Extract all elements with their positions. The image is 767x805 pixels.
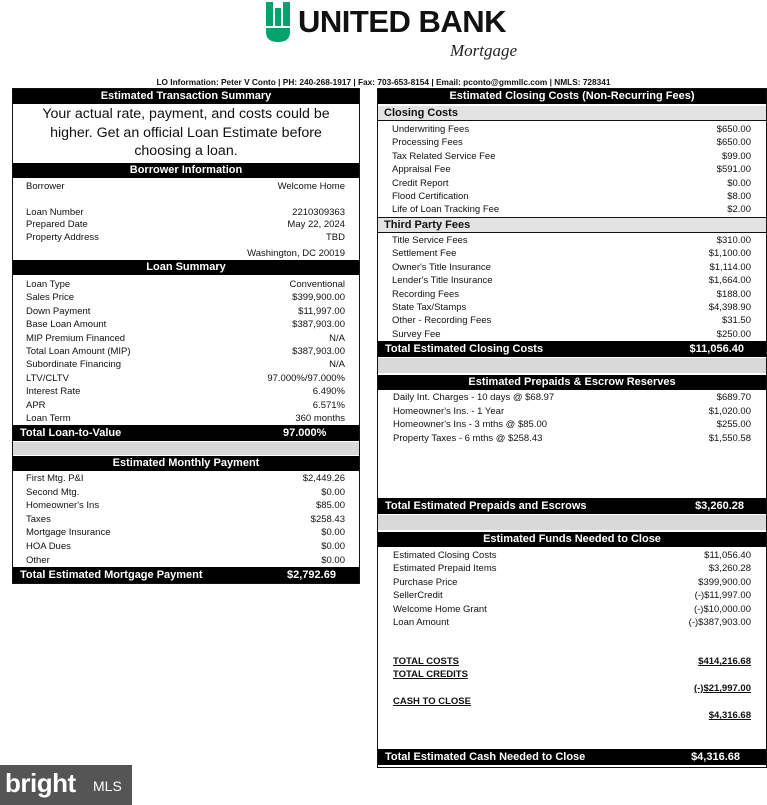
- brand-name: UNITED BANK: [298, 4, 507, 39]
- line-item-value: $399,900.00: [698, 576, 751, 588]
- line-item-row: [26, 278, 345, 291]
- line-item-label: Appraisal Fee: [392, 164, 451, 176]
- line-item-row: [26, 499, 345, 512]
- line-item-value: $188.00: [716, 288, 751, 300]
- borrower-row: [26, 218, 345, 231]
- rate-notice-line: choosing a loan.: [134, 143, 238, 159]
- line-item-row: [26, 399, 345, 412]
- line-item-label: Daily Int. Charges - 10 days @ $68.97: [393, 392, 555, 403]
- loan-officer-info: LO Information: Peter V Conto | PH: 240-268-1917 | Fax: 703-653-8154 | Email: pconto@gmmllc.com | NMLS: 728341: [156, 77, 611, 87]
- line-item-row: [392, 177, 751, 190]
- row-value: TBD: [326, 232, 345, 243]
- line-item-value: $1,100.00: [708, 248, 751, 260]
- united-bank-logo-mark-icon: [264, 2, 292, 42]
- total-credits-value: (-)$21,997.00: [693, 683, 751, 694]
- cash-needed-label: Total Estimated Cash Needed to Close: [385, 751, 586, 763]
- row-value: Washington, DC 20019: [247, 248, 345, 259]
- line-item-label: Underwriting Fees: [392, 124, 470, 135]
- total-payment-bar: [13, 567, 359, 583]
- line-item-row: [26, 385, 345, 398]
- brand-subtitle: Mortgage: [450, 41, 518, 60]
- line-item-label: Welcome Home Grant: [393, 603, 487, 615]
- line-item-label: Down Payment: [26, 305, 91, 317]
- total-ltv-value: 97.000%: [283, 427, 327, 439]
- line-item-value: $8.00: [727, 191, 751, 202]
- total-credits-row: [393, 668, 751, 681]
- rate-notice-line: Your actual rate, payment, and costs could be: [42, 106, 330, 122]
- line-item-label: State Tax/Stamps: [392, 302, 467, 313]
- line-item-value: $0.00: [321, 486, 345, 498]
- line-item-row: [392, 328, 751, 341]
- line-item-row: [26, 358, 345, 371]
- line-item-label: Purchase Price: [393, 576, 458, 588]
- line-item-label: Flood Certification: [392, 191, 469, 202]
- rate-notice-line: higher. Get an official Loan Estimate before: [50, 124, 322, 141]
- line-item-row: [26, 372, 345, 385]
- section-spacer: [378, 515, 766, 530]
- line-item-value: $387,903.00: [292, 319, 345, 331]
- line-item-value: $650.00: [716, 124, 751, 135]
- cash-to-close-value-row: [393, 709, 751, 722]
- line-item-row: [392, 190, 751, 203]
- line-item-label: Owner's Title Insurance: [392, 261, 491, 273]
- line-item-row: [26, 540, 345, 553]
- line-item-row: [392, 261, 751, 274]
- line-item-value: (-)$10,000.00: [693, 603, 751, 615]
- line-item-row: [393, 549, 751, 562]
- line-item-row: [393, 562, 751, 575]
- line-item-value: Conventional: [289, 279, 345, 290]
- line-item-row: [393, 405, 751, 418]
- row-label: Loan Number: [26, 207, 84, 218]
- line-item-value: $689.70: [716, 392, 751, 403]
- line-item-label: Homeowner's Ins: [26, 500, 100, 512]
- line-item-value: $0.00: [727, 177, 751, 189]
- third-party-subhead: Third Party Fees: [378, 217, 766, 233]
- prepaids-total-value: $3,260.28: [695, 500, 744, 512]
- line-item-row: [392, 301, 751, 314]
- total-ltv-label: Total Loan-to-Value: [20, 427, 122, 439]
- row-value: May 22, 2024: [287, 219, 345, 230]
- total-costs-label: TOTAL COSTS: [393, 656, 459, 667]
- total-credits-label: TOTAL CREDITS: [393, 669, 468, 680]
- line-item-row: [392, 203, 751, 216]
- closing-total-value: $11,056.40: [689, 343, 744, 355]
- watermark-mls: MLS: [93, 778, 122, 794]
- line-item-row: [393, 418, 751, 431]
- line-item-label: Property Taxes - 6 mths @ $258.43: [393, 432, 543, 444]
- line-item-label: HOA Dues: [26, 541, 71, 552]
- line-item-row: [393, 616, 751, 629]
- line-item-label: Life of Loan Tracking Fee: [392, 204, 500, 216]
- line-item-label: Homeowner's Ins - 3 mths @ $85.00: [393, 419, 548, 431]
- line-item-label: Estimated Prepaid Items: [393, 563, 497, 575]
- bright-mls-watermark: [0, 765, 132, 805]
- line-item-value: $2.00: [727, 204, 751, 216]
- line-item-label: Second Mtg.: [26, 486, 80, 498]
- line-item-row: [392, 247, 751, 260]
- prepaids-title: Estimated Prepaids & Escrow Reserves: [378, 375, 766, 390]
- cash-to-close-value: $4,316.68: [708, 710, 751, 721]
- line-item-label: Estimated Closing Costs: [393, 550, 497, 561]
- line-item-row: [393, 576, 751, 589]
- line-item-value: $3,260.28: [708, 563, 751, 575]
- line-item-value: $1,020.00: [708, 405, 751, 417]
- line-item-value: N/A: [329, 332, 345, 344]
- line-item-label: Mortgage Insurance: [26, 527, 111, 539]
- closing-costs-title: Estimated Closing Costs (Non-Recurring Fees): [378, 89, 766, 104]
- line-item-value: $2,449.26: [302, 473, 345, 484]
- united-bank-logo: [264, 2, 524, 60]
- line-item-value: 6.571%: [312, 399, 345, 411]
- line-item-label: Other - Recording Fees: [392, 315, 492, 327]
- line-item-value: $0.00: [321, 541, 345, 552]
- line-item-label: Settlement Fee: [392, 248, 457, 260]
- closing-total-bar: [378, 341, 766, 357]
- line-item-label: Base Loan Amount: [26, 319, 107, 331]
- line-item-label: Loan Amount: [393, 617, 449, 628]
- cash-to-close-row: [393, 695, 751, 708]
- row-label: Property Address: [26, 232, 99, 243]
- borrower-row: [26, 231, 345, 244]
- total-payment-value: $2,792.69: [287, 569, 336, 581]
- line-item-label: Interest Rate: [26, 386, 81, 398]
- line-item-value: 97.000%/97.000%: [267, 372, 345, 384]
- line-item-row: [393, 391, 751, 404]
- line-item-row: [392, 288, 751, 301]
- funds-title: Estimated Funds Needed to Close: [378, 532, 766, 547]
- line-item-row: [393, 589, 751, 602]
- prepaids-total-bar: [378, 498, 766, 514]
- line-item-label: Taxes: [26, 513, 51, 525]
- line-item-label: Processing Fees: [392, 137, 463, 149]
- line-item-row: [392, 163, 751, 176]
- prepaids-total-label: Total Estimated Prepaids and Escrows: [385, 500, 587, 512]
- line-item-value: $99.00: [721, 150, 751, 162]
- line-item-value: $11,997.00: [298, 305, 345, 317]
- total-costs-row: [393, 655, 751, 668]
- line-item-row: [26, 318, 345, 331]
- closing-costs-panel: [377, 88, 767, 768]
- line-item-row: [393, 603, 751, 616]
- total-credits-value-row: [393, 682, 751, 695]
- line-item-label: APR: [26, 399, 46, 411]
- row-value: Welcome Home: [277, 181, 345, 192]
- row-value: 2210309363: [292, 207, 345, 218]
- line-item-value: $255.00: [716, 419, 751, 431]
- line-item-label: Tax Related Service Fee: [392, 150, 496, 162]
- row-label: Borrower: [26, 181, 65, 192]
- line-item-label: LTV/CLTV: [26, 372, 69, 384]
- line-item-value: $591.00: [716, 164, 751, 176]
- watermark-brand: bright: [5, 768, 76, 798]
- line-item-value: (-)$387,903.00: [688, 617, 751, 628]
- line-item-value: $0.00: [321, 527, 345, 539]
- line-item-value: N/A: [329, 359, 345, 371]
- line-item-label: First Mtg. P&I: [26, 473, 84, 484]
- line-item-label: SellerCredit: [393, 590, 443, 602]
- line-item-row: [26, 513, 345, 526]
- line-item-row: [392, 123, 751, 136]
- line-item-value: $0.00: [321, 554, 345, 566]
- line-item-value: $1,550.58: [708, 432, 751, 444]
- line-item-row: [26, 486, 345, 499]
- line-item-row: [26, 305, 345, 318]
- line-item-value: $650.00: [716, 137, 751, 149]
- line-item-row: [392, 136, 751, 149]
- line-item-label: Loan Type: [26, 279, 71, 290]
- line-item-label: Loan Term: [26, 413, 71, 424]
- line-item-row: [392, 314, 751, 327]
- line-item-row: [26, 291, 345, 304]
- line-item-value: (-)$11,997.00: [694, 590, 751, 602]
- line-item-value: $258.43: [310, 513, 345, 525]
- line-item-row: [26, 526, 345, 539]
- line-item-label: Other: [26, 554, 50, 566]
- monthly-payment-title: Estimated Monthly Payment: [13, 456, 359, 471]
- total-payment-label: Total Estimated Mortgage Payment: [20, 569, 203, 581]
- borrower-row: [26, 247, 345, 260]
- total-ltv-bar: [13, 425, 359, 441]
- line-item-row: [26, 472, 345, 485]
- line-item-label: Survey Fee: [392, 328, 441, 340]
- line-item-value: 6.490%: [312, 386, 345, 398]
- line-item-value: $4,398.90: [708, 302, 751, 313]
- borrower-info-title: Borrower Information: [13, 163, 359, 178]
- line-item-value: $399,900.00: [292, 292, 345, 304]
- line-item-row: [392, 150, 751, 163]
- line-item-row: [26, 412, 345, 425]
- line-item-row: [26, 345, 345, 358]
- line-item-label: Homeowner's Ins. - 1 Year: [393, 405, 505, 417]
- borrower-row: [26, 180, 345, 193]
- line-item-value: 360 months: [295, 413, 345, 424]
- line-item-row: [26, 332, 345, 345]
- section-spacer: [13, 442, 359, 455]
- line-item-value: $1,114.00: [709, 261, 751, 273]
- closing-total-label: Total Estimated Closing Costs: [385, 343, 544, 355]
- cash-needed-value: $4,316.68: [691, 751, 740, 763]
- summary-title: Estimated Transaction Summary: [13, 89, 359, 104]
- line-item-row: [393, 432, 751, 445]
- cash-needed-total-bar: [378, 749, 766, 765]
- section-spacer: [378, 358, 766, 373]
- rate-notice: [13, 105, 359, 161]
- line-item-label: Subordinate Financing: [26, 359, 122, 371]
- line-item-value: $11,056.40: [704, 550, 751, 561]
- line-item-value: $387,903.00: [292, 346, 345, 357]
- line-item-value: $31.50: [721, 315, 751, 327]
- line-item-label: Lender's Title Insurance: [392, 275, 493, 287]
- line-item-row: [392, 274, 751, 287]
- line-item-label: Total Loan Amount (MIP): [26, 346, 131, 357]
- line-item-row: [26, 554, 345, 567]
- line-item-label: MIP Premium Financed: [26, 332, 126, 344]
- total-costs-value: $414,216.68: [698, 656, 751, 667]
- line-item-label: Recording Fees: [392, 288, 460, 300]
- line-item-value: $1,664.00: [708, 275, 751, 287]
- loan-summary-title: Loan Summary: [13, 260, 359, 275]
- closing-costs-subhead: Closing Costs: [378, 106, 766, 121]
- line-item-value: $310.00: [716, 235, 751, 246]
- line-item-value: $85.00: [315, 500, 345, 512]
- transaction-summary-panel: [12, 88, 360, 584]
- row-label: Prepared Date: [26, 219, 88, 230]
- line-item-value: $250.00: [716, 328, 751, 340]
- line-item-label: Credit Report: [392, 177, 449, 189]
- cash-to-close-label: CASH TO CLOSE: [393, 696, 471, 707]
- line-item-label: Sales Price: [26, 292, 75, 304]
- line-item-label: Title Service Fees: [392, 235, 468, 246]
- line-item-row: [392, 234, 751, 247]
